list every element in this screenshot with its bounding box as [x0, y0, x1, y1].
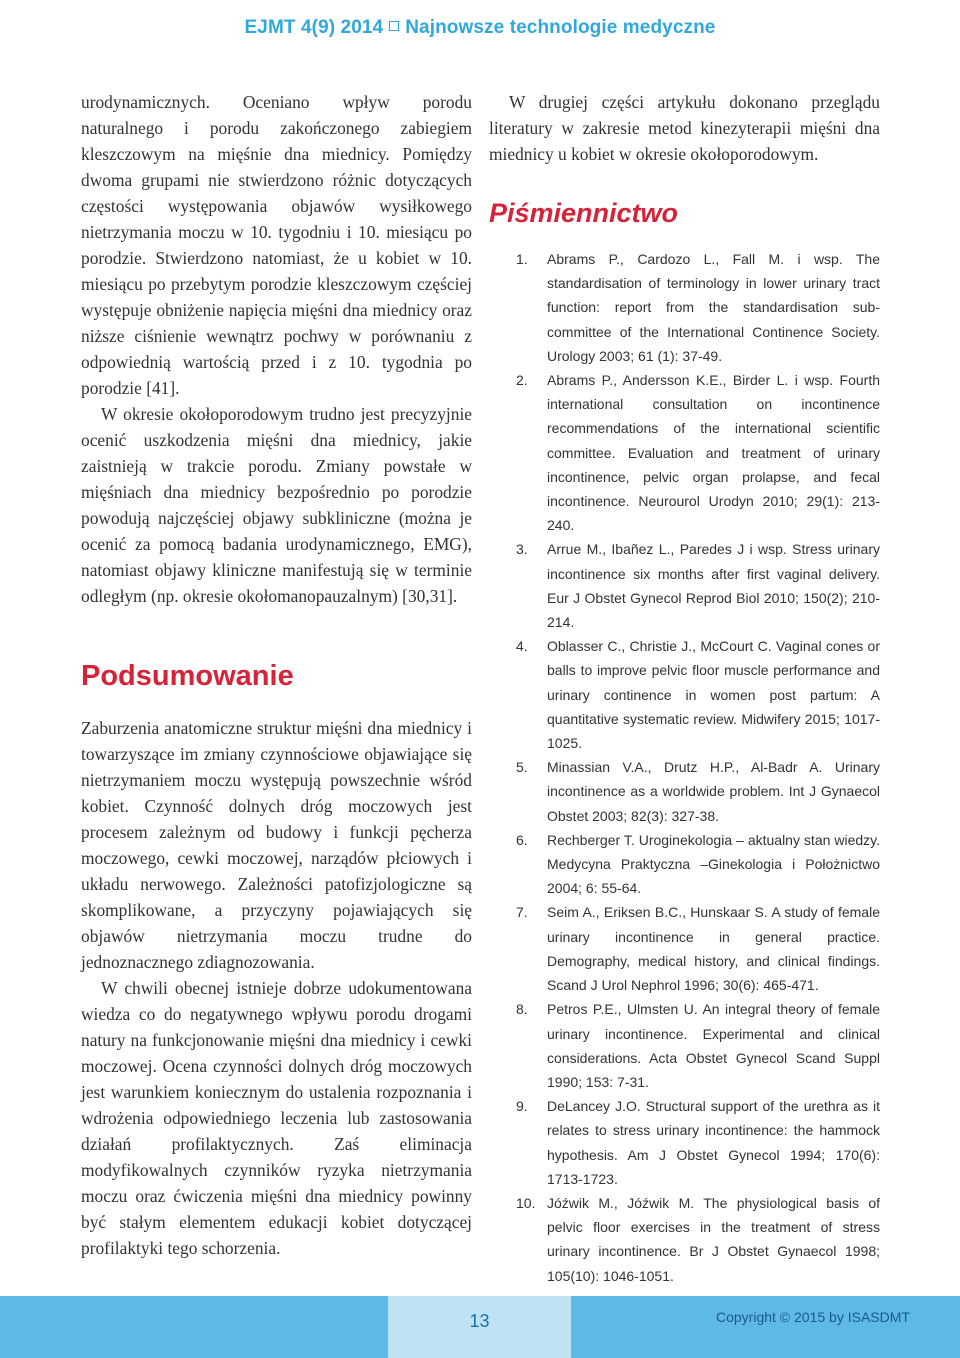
reference-text: Rechberger T. Uroginekologia – aktualny stan wiedzy. Medycyna Praktyczna –Ginekologia i Położnictwo 2004; 6: 55-64.	[547, 831, 880, 897]
reference-number: 9.	[516, 1098, 528, 1115]
reference-item	[489, 368, 880, 537]
reference-text: DeLancey J.O. Structural support of the urethra as it relates to stress urinary incontinence: the hammock hypothesis. Am J Obstet Gynecol 1994; 170(6): 1713-1723.	[547, 1098, 880, 1187]
copyright-notice: Copyright © 2015 by ISASDMT	[716, 1309, 910, 1325]
reference-number: 8.	[516, 1001, 528, 1018]
page-number: 13	[388, 1296, 571, 1358]
paragraph: W chwili obecnej istnieje dobrze udokumentowana wiedza co do negatywnego wpływu porodu drogami natury na funkcjonowanie mięśni dna miednicy i cewki moczowej. Ocena czynności dolnych dróg moczowych jest warunkiem koniecznym do ustalenia rozpoznania i wdrożenia odpowiedniego leczenia lub zastosowania działań profilaktycznych. Zaś eliminacja modyfikowalnych czynników ryzyka nietrzymania moczu oraz ćwiczenia mięśni dna miednicy powinny być stałym elementem edukacji kobiet dotyczącej profilaktyki tego schorzenia.	[81, 978, 472, 1258]
paragraph: urodynamicznych. Oceniano wpływ porodu naturalnego i porodu zakończonego zabiegiem kleszczowym na mięśnie dna miednicy. Pomiędzy dwoma grupami nie stwierdzono różnic dotyczących częstości występowania objawów wysiłkowego nietrzymania moczu w 10. tygodniu i 10. miesiącu po porodzie. Stwierdzono natomiast, że u kobiet w 10. miesiącu po przebytym porodzie kleszczowym częściej występuje obniżenie napięcia mięśni dna miednicy oraz niższe ciśnienie wewnątrz pochwy w porównaniu z odpowiednią wartością przed i z 10. tygodnia po porodzie [41].	[81, 92, 472, 398]
reference-number: 2.	[516, 372, 528, 389]
reference-item	[489, 828, 880, 901]
reference-number: 4.	[516, 638, 528, 655]
reference-number: 3.	[516, 541, 528, 558]
reference-item	[489, 537, 880, 634]
page-footer	[0, 1296, 960, 1358]
separator-square-icon	[389, 21, 399, 31]
paragraph: W drugiej części artykułu dokonano przeglądu literatury w zakresie metod kinezyterapii mięśni dna miednicy u kobiet w okresie okołoporodowym.	[489, 92, 880, 164]
reference-item	[489, 997, 880, 1094]
reference-text: Abrams P., Andersson K.E., Birder L. i wsp. Fourth international consultation on incontinence recommendations of the international scientific committee. Evaluation and treatment of urinary incontinence, pelvic organ prolapse, and fecal incontinence. Neurourol Urodyn 2010; 29(1): 213-240.	[547, 372, 880, 534]
journal-name: EJMT 4(9) 2014	[244, 17, 384, 38]
reference-item	[489, 1094, 880, 1191]
page-header	[0, 0, 960, 58]
reference-text: Jóźwik M., Jóźwik M. The physiological basis of pelvic floor exercises in the treatment of stress urinary incontinence. Br J Obstet Gynaecol 1998; 105(10): 1046-1051.	[547, 1194, 880, 1284]
section-heading-summary: Podsumowanie	[81, 660, 294, 692]
reference-list	[489, 247, 880, 1288]
reference-number: 1.	[516, 251, 528, 267]
reference-number: 5.	[516, 759, 528, 776]
right-column	[489, 89, 880, 1288]
reference-text: Minassian V.A., Drutz H.P., Al-Badr A. Urinary incontinence as a worldwide problem. Int J Gynaecol Obstet 2003; 82(3): 327-38.	[547, 759, 880, 824]
section-heading-references: Piśmiennictwo	[489, 198, 679, 228]
journal-title	[0, 17, 960, 39]
reference-item	[489, 247, 880, 368]
reference-text: Petros P.E., Ulmsten U. An integral theory of female urinary incontinence. Experimental and clinical considerations. Acta Obstet Gynecol Scand Suppl 1990; 153: 7-31.	[547, 1001, 880, 1090]
reference-text: Oblasser C., Christie J., McCourt C. Vaginal cones or balls to improve pelvic floor muscle performance and urinary continence in women post partum: A quantitative systematic review. Midwifery 2015; 1017- 1025.	[547, 638, 880, 752]
left-column	[81, 89, 472, 1261]
reference-item	[489, 900, 880, 997]
reference-item	[489, 755, 880, 828]
reference-text: Abrams P., Cardozo L., Fall M. i wsp. The standardisation of terminology in lower urinary tract function: report from the standardisation sub-committee of the International Continence Society. Urology 2003; 61 (1): 37-49.	[547, 251, 880, 364]
reference-item	[489, 1191, 880, 1288]
journal-section: Najnowsze technologie medyczne	[405, 17, 716, 38]
reference-number: 7.	[516, 904, 528, 921]
reference-text: Seim A., Eriksen B.C., Hunskaar S. A study of female urinary incontinence in general practice. Demography, medical history, and clinical findings. Scand J Urol Nephrol 1996; 30(6): 465-471.	[547, 904, 880, 994]
paragraph: Zaburzenia anatomiczne struktur mięśni dna miednicy i towarzyszące im zmiany czynnościowe objawiające się nietrzymaniem moczu występują powszechnie wśród kobiet. Czynność dolnych dróg moczowych jest procesem zależnym od budowy i funkcji pęcherza moczowego, cewki moczowej, narządów płciowych i układu nerwowego. Zależności patofizjologiczne są skomplikowane, a przyczyny pojawiających się objawów nietrzymania moczu trudne do jednoznacznego zdiagnozowania.	[81, 718, 472, 972]
reference-number: 6.	[516, 831, 528, 848]
reference-item	[489, 634, 880, 755]
paragraph: W okresie okołoporodowym trudno jest precyzyjnie ocenić uszkodzenia mięśni dna miednicy, jakie zaistnieją w trakcie porodu. Zmiany powstałe w mięśniach dna miednicy bezpośrednio po porodzie powodują najczęściej objawy subkliniczne (można je ocenić za pomocą badania urodynamicznego, EMG), natomiast objawy kliniczne manifestują się w terminie odległym (np. okresie okołomanopauzalnym) [30,31].	[81, 404, 472, 606]
reference-text: Arrue M., Ibañez L., Paredes J i wsp. Stress urinary incontinence six months after first vaginal delivery. Eur J Obstet Gynecol Reprod Biol 2010; 150(2); 210-214.	[547, 541, 880, 631]
reference-number: 10.	[516, 1194, 536, 1211]
